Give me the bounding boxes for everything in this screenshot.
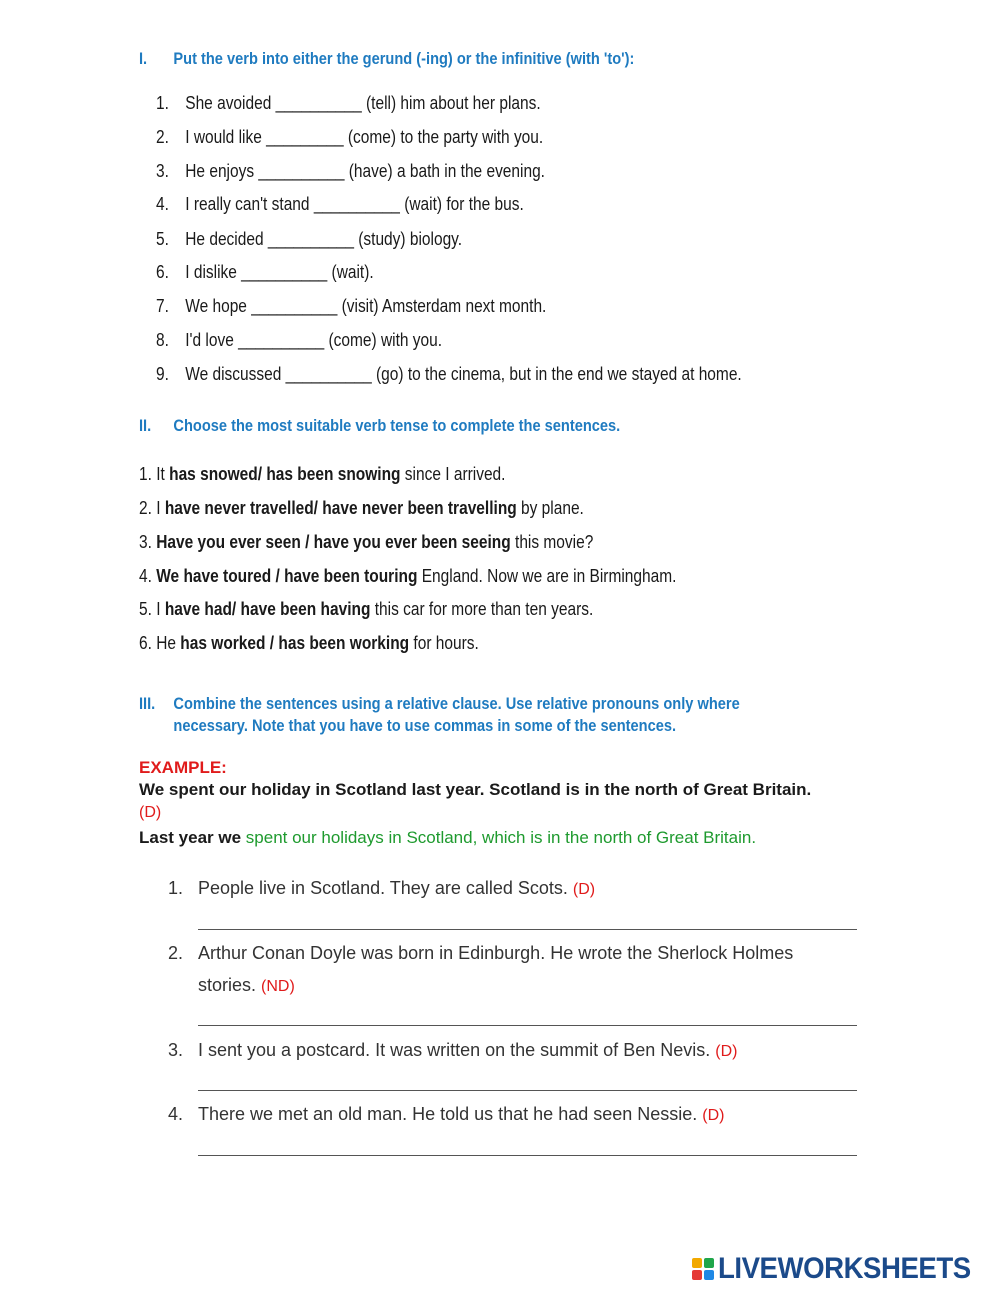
- example-tag: (D): [139, 804, 162, 821]
- tense-item: [139, 497, 584, 519]
- item-text: I really can't stand __________ (wait) for the bus.: [185, 194, 524, 214]
- item-number: 5.: [156, 229, 169, 249]
- item-suffix: by plane.: [516, 498, 584, 518]
- exercise-item: [156, 92, 541, 114]
- section-3-number: III.: [139, 694, 156, 713]
- item-tag: (D): [715, 1043, 738, 1060]
- exercise-item: [156, 329, 442, 351]
- item-text: There we met an old man. He told us that he had seen Nessie.: [198, 1104, 698, 1124]
- answer-line[interactable]: [198, 1090, 857, 1091]
- item-number: 3.: [168, 1040, 184, 1060]
- item-suffix: this movie?: [510, 532, 594, 552]
- item-text: She avoided __________ (tell) him about her plans.: [185, 93, 541, 113]
- item-number: 2.: [156, 127, 169, 147]
- item-number: 2.: [168, 943, 184, 963]
- item-number: 8.: [156, 330, 169, 350]
- item-choices: have never travelled/ have never been travelling: [164, 498, 517, 518]
- item-tag: (D): [702, 1107, 725, 1124]
- item-text: I sent you a postcard. It was written on the summit of Ben Nevis.: [198, 1040, 711, 1060]
- item-number: 7.: [156, 296, 169, 316]
- section-1-title: Put the verb into either the gerund (-ing) or the infinitive (with 'to'):: [173, 49, 635, 68]
- item-text: He decided __________ (study) biology.: [185, 229, 463, 249]
- tense-item: [139, 531, 593, 553]
- tense-item: [139, 598, 593, 620]
- item-prefix: 6. He: [139, 633, 181, 653]
- exercise-item: [156, 126, 543, 148]
- example-sentence: [139, 780, 811, 800]
- tense-item: [139, 463, 505, 485]
- item-text: People live in Scotland. They are called Scots.: [198, 878, 568, 898]
- item-choices: has worked / has been working: [180, 633, 410, 653]
- item-number: 3.: [156, 161, 169, 181]
- item-prefix: 3.: [139, 532, 157, 552]
- answer-line[interactable]: [198, 1155, 857, 1156]
- answer-line[interactable]: [198, 929, 857, 930]
- item-number: 6.: [156, 262, 169, 282]
- item-prefix: 1. It: [139, 464, 170, 484]
- tense-item: [139, 632, 479, 654]
- item-choices: have had/ have been having: [164, 599, 371, 619]
- section-3-title-line2: necessary. Note that you have to use commas in some of the sentences.: [173, 716, 677, 735]
- item-tag: (ND): [261, 978, 295, 995]
- item-text-wrap: [198, 937, 838, 1003]
- item-number: 1.: [168, 878, 184, 898]
- exercise-item: [156, 363, 742, 385]
- example-sentence-text: We spent our holiday in Scotland last year. Scotland is in the north of Great Britain.: [139, 780, 812, 799]
- item-prefix: 5. I: [139, 599, 165, 619]
- item-text: He enjoys __________ (have) a bath in the evening.: [185, 161, 545, 181]
- item-tag: (D): [572, 881, 596, 898]
- item-number: 1.: [156, 93, 169, 113]
- exercise-item: [156, 295, 546, 317]
- item-text: We discussed __________ (go) to the cinema, but in the end we stayed at home.: [185, 364, 742, 384]
- exercise-item: [156, 193, 524, 215]
- item-prefix: 4.: [139, 566, 157, 586]
- item-number: 4.: [156, 194, 169, 214]
- item-text-wrap: [198, 872, 838, 906]
- item-number: 4.: [168, 1104, 184, 1124]
- section-1-number: I.: [139, 49, 148, 68]
- exercise-item: [156, 261, 374, 283]
- section-2-number: II.: [139, 416, 152, 435]
- example-answer-rest: spent our holidays in Scotland, which is in the north of Great Britain.: [241, 828, 757, 847]
- section-3-title-line1: Combine the sentences using a relative clause. Use relative pronouns only where: [173, 694, 740, 713]
- liveworksheets-logo: [692, 1253, 993, 1285]
- item-suffix: England. Now we are in Birmingham.: [417, 566, 677, 586]
- answer-line[interactable]: [198, 1025, 857, 1026]
- item-prefix: 2. I: [139, 498, 165, 518]
- item-text: I would like _________ (come) to the party with you.: [185, 127, 544, 147]
- item-text: We hope __________ (visit) Amsterdam next month.: [185, 296, 547, 316]
- item-choices: has snowed/ has been snowing: [169, 464, 401, 484]
- exercise-item: [156, 228, 462, 250]
- item-choices: Have you ever seen / have you ever been seeing: [156, 532, 511, 552]
- example-answer: [139, 828, 756, 848]
- logo-mark-icon: [692, 1258, 714, 1280]
- item-text-wrap: [198, 1098, 838, 1132]
- item-suffix: this car for more than ten years.: [370, 599, 594, 619]
- tense-item: [139, 565, 676, 587]
- item-text-wrap: [198, 1034, 838, 1068]
- item-suffix: for hours.: [409, 633, 479, 653]
- item-suffix: since I arrived.: [400, 464, 506, 484]
- item-text: I dislike __________ (wait).: [185, 262, 374, 282]
- item-text: I'd love __________ (come) with you.: [185, 330, 443, 350]
- exercise-item: [156, 160, 545, 182]
- logo-text: LIVEWORKSHEETS: [718, 1252, 971, 1285]
- item-text: Arthur Conan Doyle was born in Edinburgh. He wrote the Sherlock Holmes stories.: [198, 943, 794, 995]
- item-choices: We have toured / have been touring: [156, 566, 418, 586]
- item-number: 9.: [156, 364, 169, 384]
- section-2-title: Choose the most suitable verb tense to complete the sentences.: [173, 416, 621, 435]
- example-answer-lead: Last year we: [139, 828, 242, 847]
- example-label: EXAMPLE:: [139, 758, 227, 777]
